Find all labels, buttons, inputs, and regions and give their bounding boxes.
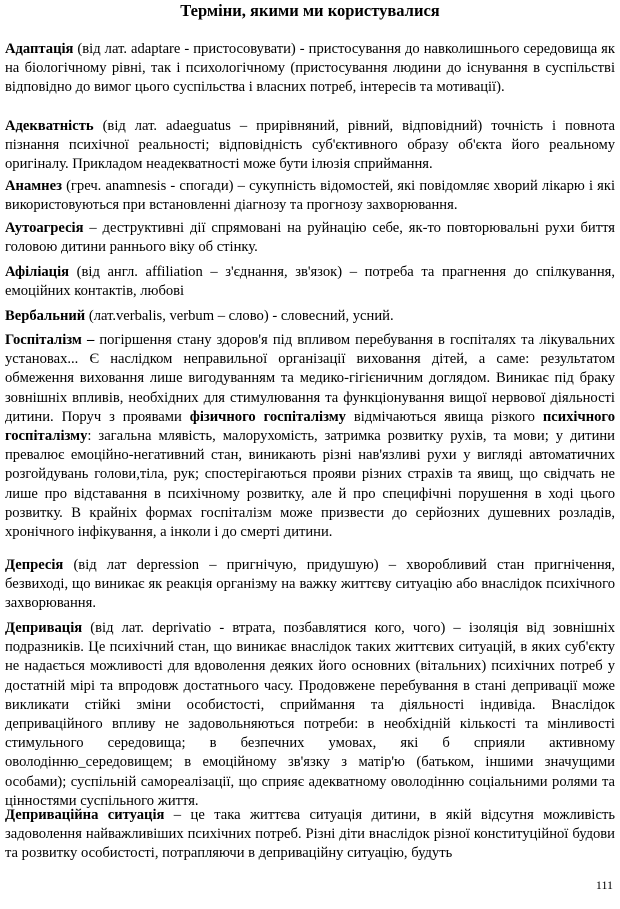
glossary-entry-anamnesis [5,177,615,215]
entry-definition: (від лат. deprivatio - втрата, позбавлятися кого, чого) – ізоляція від зовнішніх подразників. Це психічний стан, що виникає внаслідок таких життєвих ситуацій, в яких суб'єкту не надається можливості для вдоволення деяких його основних (вітальних) психічних потреб у достатній мірі та впродовж достатнього часу. Продовжене перебування в стані депривації може викликати стійкі зміни особистості, сприймання та діяльності індивіда. Внаслідок деприваційного впливу не задовольняються потреби: в необхідній кількості та мінливості стимульного середовища; в безпечних умовах, які б сприяли активному оволодінню_середовищем; в емоційному зв'язку з матір'ю (батьком, іншими значущими особами); суспільній самореалізації, що сприяє адекватному оволодінню соціальними ролями та цінностями суспільного життя. [5,620,615,809]
entry-term: Деприваційна ситуація [5,807,165,823]
entry-term: Анамнез [5,178,62,194]
page-title: Терміни, якими ми користувалися [180,1,440,20]
entry-emphasis: психічного госпіталізму [5,408,615,445]
page-number: 111 [595,878,613,892]
entry-definition: (від англ. affiliation – з'єднання, зв'язок) – потреба та прагнення до спілкування, емоційних контактів, любові [5,264,615,300]
glossary-entry-depression [5,556,615,614]
entry-term: Адекватність [5,118,94,134]
entry-definition: погіршення стану здоров'я під впливом перебування в госпіталях та лікувальних установах... Є наслідком неправильної організації виховання дітей, а саме: результатом обмеження виховання лише вигодуванням та медико-гігієничним доглядом. Виникає під браку зовнішніх впливів, необхідних для стимулювання та функціонування вищої нервової діяльності дитини. Поруч з проявами [5,332,615,425]
entry-definition: : загальна млявість, малорухомість, затримка розвитку рухів, та мови; у дитини превалює емоційно-негативний стан, виникають різні нав'язливі рухи у вигляді автоматичних розгойдувань голови,тіла, рук; спостерігаються прояви різних страхів та явищ, що свідчать не лише про відставання в психічному розвитку, але й про специфічні порушення в ході цього розвитку. В крайніх формах госпіталізм може призвести до серйозних душевних розладів, хронічного інфікування, а інколи і до смерті дитини. [5,428,615,541]
entry-definition: (від лат depression – пригнічую, придушую) – хворобливий стан пригнічення, безвиході, що виникає як реакція організму на важку життєву ситуацію або внаслідок психічного захворювання. [5,557,615,612]
entry-definition: (лат.verbalis, verbum – слово) - словесний, усний. [85,308,394,324]
entry-definition: відмічаються явища різкого [345,408,543,425]
glossary-entry-adequacy [5,117,615,175]
entry-definition: (від лат. adaeguatus – прирівняний, рівний, відповідний) точність і повнота пізнання психічної реальності; відповідність суб'єктивного образу об'єкта його реальному оригіналу. Прикладом неадекватності може бути ілюзія сприймання. [5,118,615,173]
entry-term: Аутоагресія [5,220,84,236]
glossary-entry-deprivation [5,619,615,811]
glossary-entry-autoaggression [5,219,615,257]
entry-definition: (греч. anamnesis - спогади) – сукупність відомостей, які повідомляє хворий лікарю і які використовуються при встановленні діагнозу та прогнозу захворювання. [5,178,615,214]
entry-term: Депривація [5,620,83,636]
glossary-entry-adaptation [5,40,615,98]
entry-definition: (від лат. adaptare - пристосовувати) - пристосування до навколишнього середовища як на біологічному рівні, так і психологічному (пристосування людини до існування в суспільстві відповідно до вимог цього суспільства і власних потреб, інтересів та мотивації). [5,41,615,96]
entry-term: Афіліація [5,264,70,280]
glossary-entry-hospitalism [5,331,615,542]
entry-term: Адаптація [5,41,74,57]
entry-term: Депресія [5,557,64,573]
entry-emphasis: фізичного госпіталізму [189,408,346,425]
glossary-entry-verbal [5,307,615,326]
glossary-entry-affiliation [5,263,615,301]
entry-term: Вербальний [5,308,86,324]
entry-definition: – це така життєва ситуація дитини, в якій відсутня можливість задоволення найважливіших психічних потреб. Різні діти внаслідок різної конституційної будови та розвитку особистості, потрапляючи в деприваційну ситуацію, будуть [5,807,615,862]
glossary-entry-deprivation-situation [5,806,615,864]
entry-term: Госпіталізм – [5,332,95,348]
entry-definition: – деструктивні дії спрямовані на руйнацію себе, як-то повторювальні рухи биття головою дитини раннього віку об стінку. [5,220,615,256]
